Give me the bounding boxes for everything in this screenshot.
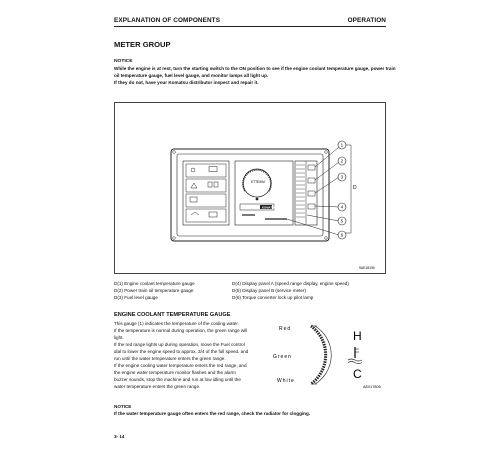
coolant-line: run until the water temperature enters the green range. [114, 356, 226, 361]
gauge-hot-label: H [353, 329, 362, 343]
legend-item: D(1) Engine coolant temperature gauge [114, 281, 195, 286]
callout-4: 4 [340, 204, 344, 210]
gauge-white-label: White [277, 378, 295, 384]
gauge-red-label: Red [279, 326, 292, 332]
coolant-line: buzzer sounds, stop the machine and run at low idling until the [114, 377, 241, 382]
coolant-line: dial to lower the engine speed to approx. 3/4 of the full speed, and [114, 349, 249, 354]
gauge-code: AE017805 [363, 385, 381, 389]
meter-panel-drawing [115, 103, 385, 273]
legend-item: D(6) Torque converter lock up pilot lamp [232, 295, 314, 300]
panel-brand: KOMATSU [262, 205, 276, 210]
notice-body [114, 65, 396, 87]
meter-group-figure [114, 102, 386, 274]
coolant-line: If the engine cooling water temperature enters the red range, and [114, 363, 247, 368]
notice-line: While the engine is at rest, turn the starting switch to the ON position to see if the engine coolant temperature gauge, power train [114, 66, 396, 71]
coolant-gauge-drawing [271, 320, 389, 390]
legend-left [114, 280, 234, 301]
coolant-line: water temperature enters the green range. [114, 384, 201, 389]
legend-item: D(4) Display panel A (speed range display, engine speed) [232, 281, 349, 286]
callout-2: 2 [340, 158, 344, 164]
coolant-line: light. [114, 335, 124, 340]
header-section-title: EXPLANATION OF COMPONENTS [114, 17, 221, 24]
notice-line: If they do not, have your Komatsu distributor inspect and repair it. [114, 80, 259, 86]
coolant-line: This gauge (1) indicates the temperature of the cooling water. [114, 321, 239, 326]
notice2-text: If the water temperature gauge often enters the red range, check the radiator for clogging. [114, 411, 311, 416]
callout-5: 5 [340, 218, 344, 224]
callout-6: 6 [340, 232, 344, 238]
legend-item: D(3) Fuel level gauge [114, 295, 158, 300]
legend-item: D(5) Display panel B (service meter) [232, 288, 307, 293]
page-number: 3- 14 [114, 434, 125, 439]
notice-line: oil temperature gauge, fuel level gauge, and monitor lamps all light up. [114, 73, 269, 79]
coolant-line: If the red range lights up during operation, move the Fuel control [114, 342, 245, 347]
gauge-cold-label: C [353, 367, 362, 381]
coolant-line: If the temperature is normal during operation, the green range will [114, 328, 248, 333]
gauge-green-label: Green [273, 354, 292, 360]
callout-3: 3 [340, 174, 344, 180]
coolant-body [114, 320, 274, 390]
legend-item: D(2) Power train oil temperature gauge [114, 288, 194, 293]
header-chapter-title: OPERATION [347, 17, 386, 24]
coolant-line: the engine water temperature monitor flashes and the alarm [114, 370, 236, 375]
header-rule [114, 26, 386, 27]
callout-1: 1 [340, 142, 344, 148]
figure-code: 9AE18190 [359, 266, 375, 270]
figure-side-label: D [353, 185, 357, 191]
notice-title: NOTICE [114, 59, 133, 64]
coolant-title: ENGINE COOLANT TEMPERATURE GAUGE [114, 312, 231, 318]
dial-label: ETTE/KM [251, 180, 265, 184]
thermometer-icon [348, 347, 362, 364]
legend-right [232, 280, 392, 301]
section-title: METER GROUP [114, 40, 171, 49]
callout-group [338, 141, 346, 239]
notice2-title: NOTICE [114, 404, 132, 409]
coolant-gauge-figure [271, 320, 389, 390]
